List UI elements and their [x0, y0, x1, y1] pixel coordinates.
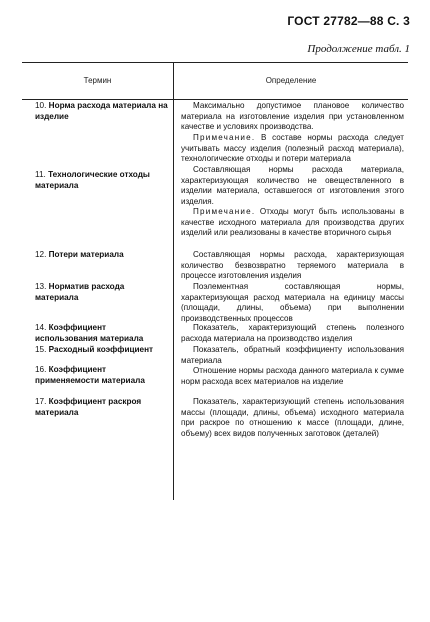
definition-text: Максимально допустимое плановое количество материала на изготовление изделия при установленном качестве и условиях производства. — [181, 101, 404, 132]
term-number: 16. — [35, 365, 47, 374]
term-name: Коэффициент раскроя материала — [35, 397, 142, 417]
definition-text: Показатель, характеризующий степень использования массы (площади, длины, объема) исходного материала при раскрое по отношению к массе (площади, длине, объему) всех видов полученных заготовок (деталей) — [181, 397, 404, 438]
term-name: Коэффициент применяемости материала — [35, 365, 145, 385]
definition-text: Составляющая нормы расхода материала, характеризующая количество не овеществленного в изделии материала, оставшегося от изготовления этого изделия. — [181, 165, 404, 206]
term-name: Коэффициент использования материала — [35, 323, 144, 343]
term-11 — [35, 170, 169, 191]
terms-table — [22, 62, 408, 500]
definition-text: Поэлементная составляющая нормы, характеризующая расход материала на единицу массы (площади, длины, объема) при выполнении производственных процессов — [181, 282, 404, 323]
term-number: 13. — [35, 282, 47, 291]
note-label: Примечание. — [193, 207, 256, 216]
column-divider — [173, 62, 174, 500]
term-name: Норматив расхода материала — [35, 282, 125, 302]
table-continuation-caption: Продолжение табл. 1 — [307, 43, 410, 55]
definition-text: Составляющая нормы расхода, характеризующая количество безвозвратно теряемого материала в процессе изготовления изделия — [181, 250, 404, 281]
term-13 — [35, 282, 169, 303]
term-number: 12. — [35, 250, 47, 259]
table-header-rule — [22, 99, 408, 100]
term-number: 15. — [35, 345, 47, 354]
term-14 — [35, 323, 169, 344]
note-10 — [181, 133, 404, 165]
note-11 — [181, 207, 404, 239]
term-name: Технологические отходы материала — [35, 170, 150, 190]
definition-text: Показатель, обратный коэффициенту использования материала — [181, 345, 404, 365]
definition-text: Показатель, характеризующий степень полезного расхода материала на производство изделия — [181, 323, 404, 343]
term-name: Норма расхода материала на изделие — [35, 101, 168, 121]
term-16 — [35, 365, 169, 386]
note-label: Примечание. — [193, 133, 256, 142]
term-15 — [35, 345, 169, 356]
definition-13 — [181, 282, 404, 324]
term-number: 11. — [35, 170, 46, 179]
definition-12 — [181, 250, 404, 282]
definition-16 — [181, 366, 404, 387]
term-10 — [35, 101, 169, 122]
term-17 — [35, 397, 169, 418]
note-text: В составе нормы расхода следует учитывать массу изделия (полезный расход материала), технологические отходы и потери материала — [181, 133, 404, 164]
definition-14 — [181, 323, 404, 344]
column-header-definition: Определение — [265, 76, 317, 85]
page-header: ГОСТ 27782—88 С. 3 — [287, 14, 410, 28]
term-name: Потери материала — [48, 250, 124, 259]
column-header-term: Термин — [83, 76, 112, 85]
definition-15 — [181, 345, 404, 366]
definition-10 — [181, 101, 404, 133]
term-number: 10. — [35, 101, 47, 110]
definition-11 — [181, 165, 404, 207]
term-name: Расходный коэффициент — [48, 345, 154, 354]
definition-text: Отношение нормы расхода данного материала к сумме норм расхода всех материалов на изделие — [181, 366, 404, 386]
term-12 — [35, 250, 169, 261]
term-number: 14. — [35, 323, 47, 332]
note-text: Отходы могут быть использованы в качестве исходного материала для производства других изделий или реализованы в качестве вторичного сырья — [181, 207, 404, 238]
term-number: 17. — [35, 397, 47, 406]
definition-17 — [181, 397, 404, 439]
